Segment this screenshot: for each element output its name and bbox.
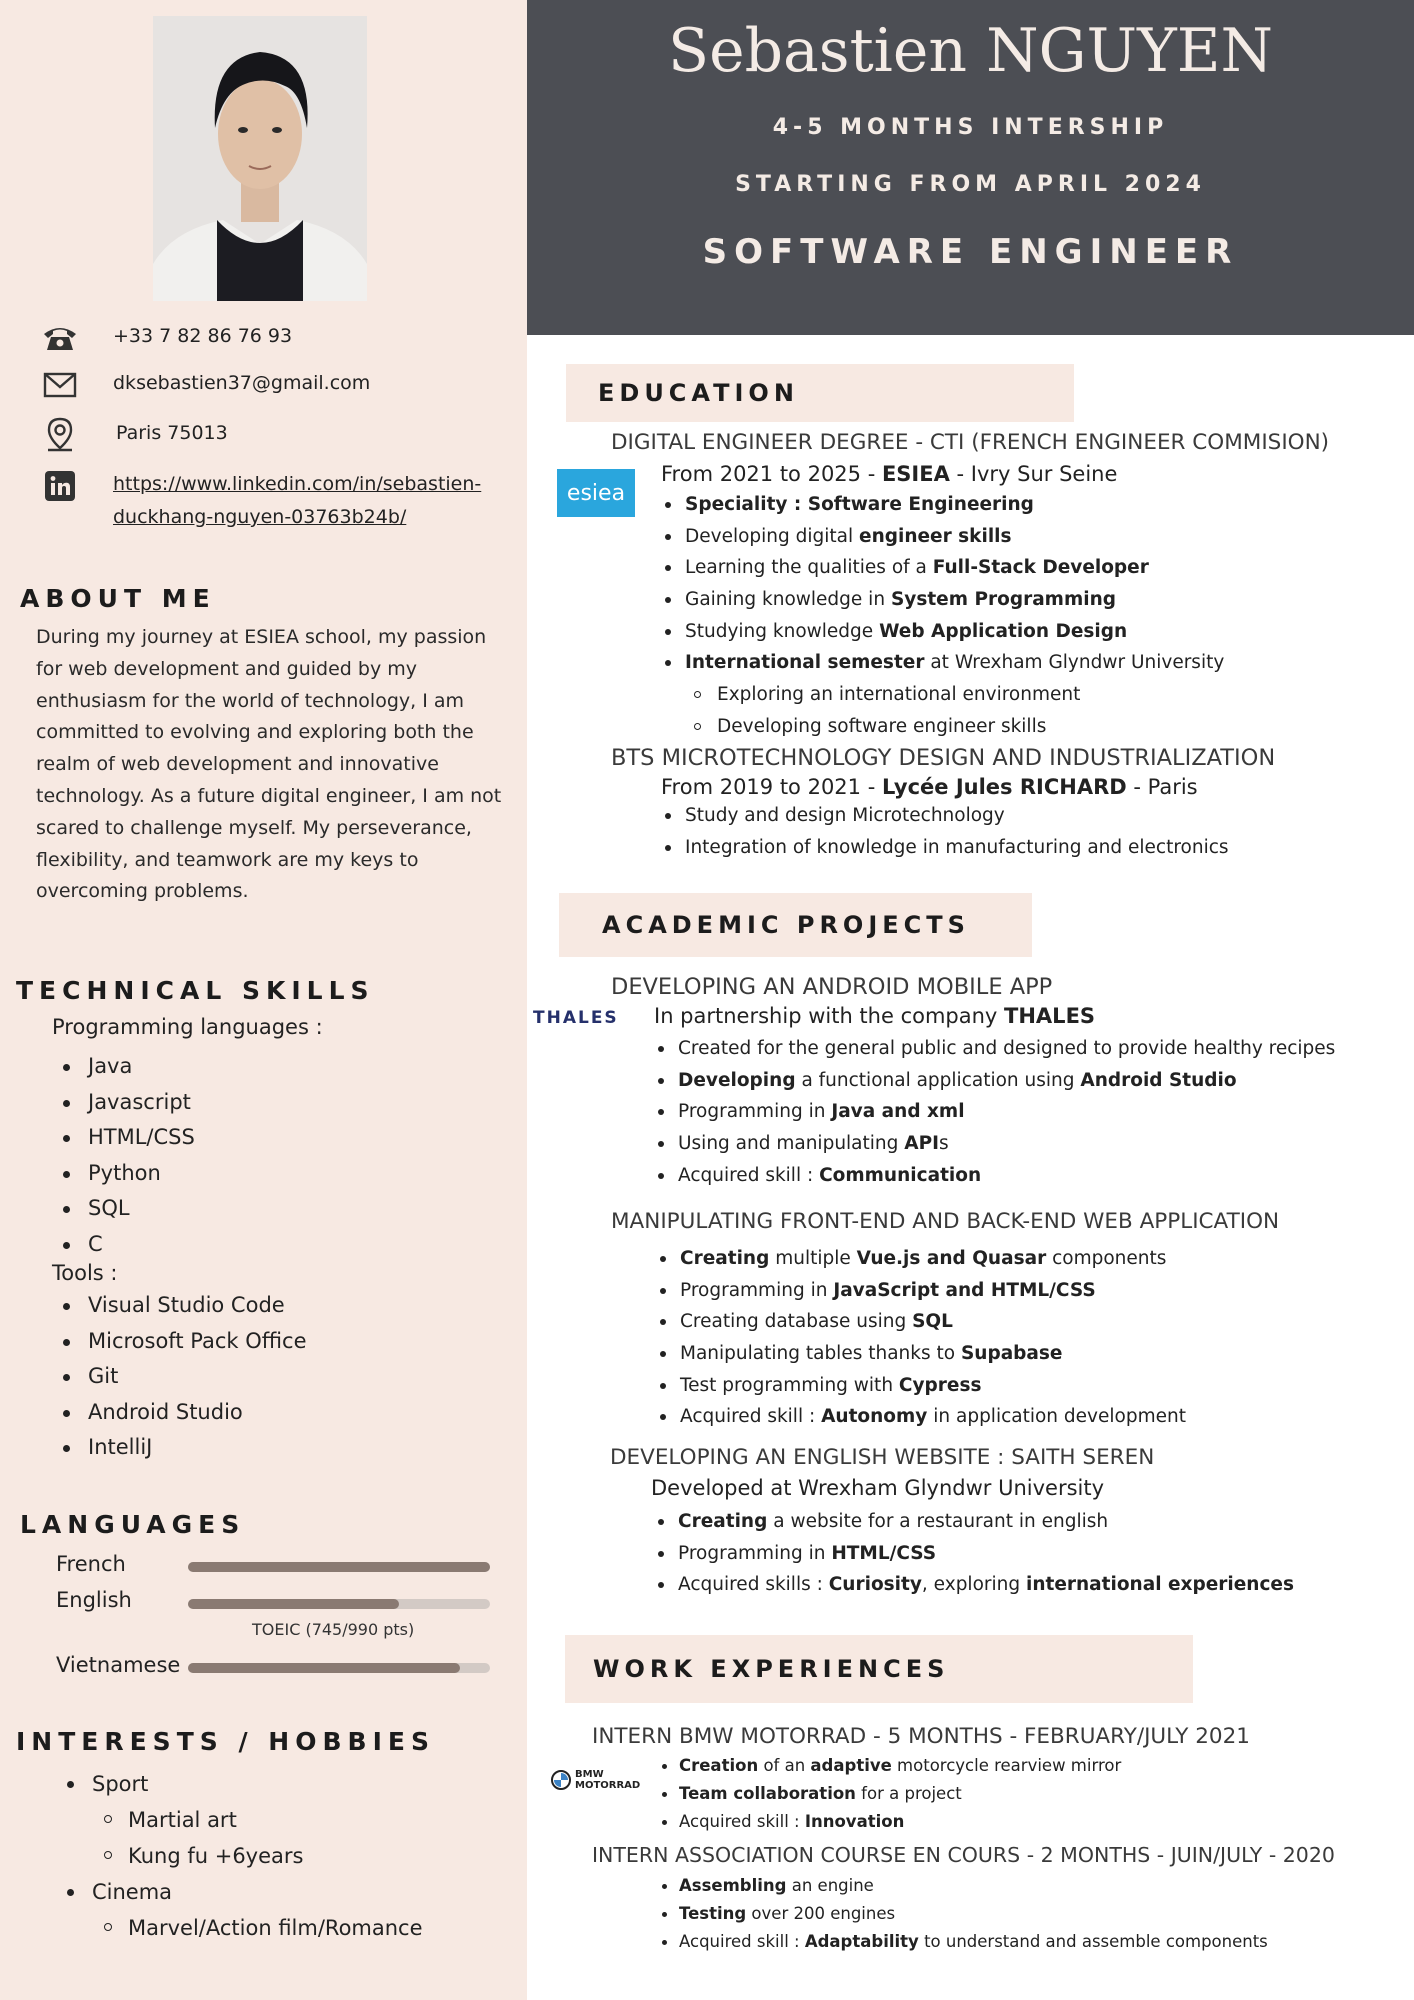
toeic-score: TOEIC (745/990 pts) bbox=[252, 1620, 415, 1639]
list-item: Programming in JavaScript and HTML/CSS bbox=[656, 1275, 1186, 1307]
list-item: SQL bbox=[52, 1191, 195, 1227]
list-item: Creating database using SQL bbox=[656, 1306, 1186, 1338]
linkedin-link[interactable]: https://www.linkedin.com/in/sebastien-duckhang-nguyen-03763b24b/ bbox=[113, 473, 482, 528]
project-title: MANIPULATING FRONT-END AND BACK-END WEB APPLICATION bbox=[611, 1209, 1280, 1234]
list-item: IntelliJ bbox=[52, 1430, 307, 1466]
project-bullets bbox=[654, 1506, 1294, 1601]
degree-details: From 2019 to 2021 - Lycée Jules RICHARD - Paris bbox=[661, 775, 1198, 799]
list-item: Developing a functional application using Android Studio bbox=[654, 1065, 1335, 1097]
list-item: Created for the general public and designed to provide healthy recipes bbox=[654, 1033, 1335, 1065]
work-heading: WORK EXPERIENCES bbox=[593, 1655, 950, 1683]
phone-number[interactable]: +33 7 82 86 76 93 bbox=[113, 325, 293, 347]
list-item: Microsoft Pack Office bbox=[52, 1324, 307, 1360]
motorrad-logo-text: MOTORRAD bbox=[575, 1780, 641, 1791]
list-item: HTML/CSS bbox=[52, 1120, 195, 1156]
list-item: Gaining knowledge in System Programming bbox=[661, 584, 1224, 616]
list-item: Creating a website for a restaurant in english bbox=[654, 1506, 1294, 1538]
location-pin-icon bbox=[40, 417, 80, 453]
list-item: Sport bbox=[62, 1766, 423, 1802]
degree-title: BTS MICROTECHNOLOGY DESIGN AND INDUSTRIALIZATION bbox=[611, 745, 1276, 771]
contact-location bbox=[40, 417, 228, 453]
list-item: Creation of an adaptive motorcycle rearview mirror bbox=[659, 1752, 1121, 1780]
list-item: Using and manipulating APIs bbox=[654, 1128, 1335, 1160]
list-item: Studying knowledge Web Application Design bbox=[661, 616, 1224, 648]
language-name: Vietnamese bbox=[56, 1653, 181, 1677]
header-banner bbox=[527, 0, 1414, 335]
language-name: French bbox=[56, 1552, 126, 1576]
contact-email bbox=[40, 367, 370, 403]
email-address[interactable]: dksebastien37@gmail.com bbox=[113, 372, 371, 394]
projects-heading: ACADEMIC PROJECTS bbox=[602, 911, 970, 939]
list-item: Java bbox=[52, 1049, 195, 1085]
project-title: DEVELOPING AN ANDROID MOBILE APP bbox=[611, 974, 1053, 1000]
profile-photo bbox=[153, 16, 367, 301]
list-item: Git bbox=[52, 1359, 307, 1395]
esiea-logo bbox=[557, 469, 635, 517]
list-item: Acquired skill : Communication bbox=[654, 1160, 1335, 1192]
list-item: Martial art bbox=[62, 1802, 423, 1838]
projects-section-header bbox=[559, 893, 1032, 957]
list-item: Cinema bbox=[62, 1874, 423, 1910]
project-bullets bbox=[656, 1243, 1186, 1433]
project-partner: In partnership with the company THALES bbox=[654, 1004, 1096, 1028]
about-text: During my journey at ESIEA school, my passion for web development and guided by my enthusiasm for the world of technology, I am committed to evolving and exploring both the realm of web development and innovative technology. As a future digital engineer, I am not scared to challenge myself. My perseverance, flexibility, and teamwork are my keys to overcoming problems. bbox=[36, 626, 502, 903]
language-level-bar bbox=[188, 1599, 490, 1609]
education-heading: EDUCATION bbox=[598, 379, 799, 407]
bmw-logo-text: BMW bbox=[575, 1769, 604, 1780]
job-title: SOFTWARE ENGINEER bbox=[702, 232, 1239, 272]
interests-heading: INTERESTS / HOBBIES bbox=[16, 1727, 435, 1756]
esiea-logo-text: esiea bbox=[566, 480, 626, 506]
language-level-fill bbox=[188, 1599, 399, 1609]
work-section-header bbox=[565, 1635, 1193, 1703]
location-text: Paris 75013 bbox=[116, 422, 228, 444]
candidate-name: Sebastien NGUYEN bbox=[667, 16, 1273, 86]
list-item: Manipulating tables thanks to Supabase bbox=[656, 1338, 1186, 1370]
language-level-bar bbox=[188, 1562, 490, 1572]
interests-list bbox=[62, 1766, 423, 1946]
list-item: Acquired skill : Autonomy in application development bbox=[656, 1401, 1186, 1433]
languages-heading: LANGUAGES bbox=[20, 1510, 246, 1539]
list-item: Acquired skills : Curiosity, exploring international experiences bbox=[654, 1569, 1294, 1601]
thales-logo: THALES bbox=[533, 1008, 619, 1028]
technical-skills-heading: TECHNICAL SKILLS bbox=[16, 976, 375, 1005]
list-item: Developing digital engineer skills bbox=[661, 521, 1224, 553]
list-item: International semester at Wrexham Glyndwr University bbox=[661, 647, 1224, 679]
list-item: Study and design Microtechnology bbox=[661, 800, 1229, 832]
list-item: Programming in HTML/CSS bbox=[654, 1538, 1294, 1570]
list-item: Test programming with Cypress bbox=[656, 1370, 1186, 1402]
programming-languages-label: Programming languages : bbox=[52, 1015, 323, 1039]
work-title: INTERN ASSOCIATION COURSE EN COURS - 2 MONTHS - JUIN/JULY - 2020 bbox=[592, 1843, 1335, 1867]
project-location: Developed at Wrexham Glyndwr University bbox=[651, 1476, 1105, 1500]
list-item: Creating multiple Vue.js and Quasar components bbox=[656, 1243, 1186, 1275]
degree-bullets bbox=[661, 800, 1229, 863]
about-heading: ABOUT ME bbox=[20, 584, 216, 613]
list-item: Integration of knowledge in manufacturing and electronics bbox=[661, 832, 1229, 864]
tools-list bbox=[52, 1288, 307, 1466]
language-level-fill bbox=[188, 1562, 490, 1572]
project-title: DEVELOPING AN ENGLISH WEBSITE : SAITH SEREN bbox=[610, 1445, 1155, 1470]
list-item: Assembling an engine bbox=[659, 1872, 1268, 1900]
list-item: Python bbox=[52, 1156, 195, 1192]
list-item: Learning the qualities of a Full-Stack Developer bbox=[661, 552, 1224, 584]
linkedin-icon bbox=[40, 468, 80, 504]
list-item: Kung fu +6years bbox=[62, 1838, 423, 1874]
list-item: Programming in Java and xml bbox=[654, 1096, 1335, 1128]
list-item: Speciality : Software Engineering bbox=[661, 489, 1224, 521]
contact-linkedin bbox=[40, 468, 523, 534]
envelope-icon bbox=[40, 367, 80, 403]
degree-details: From 2021 to 2025 - ESIEA - Ivry Sur Seine bbox=[661, 462, 1118, 486]
list-item: Visual Studio Code bbox=[52, 1288, 307, 1324]
language-name: English bbox=[56, 1588, 132, 1612]
work-title: INTERN BMW MOTORRAD - 5 MONTHS - FEBRUARY/JULY 2021 bbox=[592, 1724, 1250, 1749]
list-item: Javascript bbox=[52, 1085, 195, 1121]
list-item: Acquired skill : Innovation bbox=[659, 1808, 1121, 1836]
project-bullets bbox=[654, 1033, 1335, 1191]
list-item: Testing over 200 engines bbox=[659, 1900, 1268, 1928]
start-date: STARTING FROM APRIL 2024 bbox=[735, 172, 1206, 197]
list-item: Acquired skill : Adaptability to understand and assemble components bbox=[659, 1928, 1268, 1956]
language-level-fill bbox=[188, 1663, 460, 1673]
bmw-motorrad-logo bbox=[551, 1769, 640, 1791]
work-bullets bbox=[659, 1752, 1121, 1836]
list-item: Exploring an international environment bbox=[661, 679, 1224, 711]
list-item: Developing software engineer skills bbox=[661, 711, 1224, 743]
contact-phone bbox=[40, 320, 292, 356]
bmw-roundel-icon bbox=[551, 1770, 571, 1790]
work-bullets bbox=[659, 1872, 1268, 1956]
sidebar bbox=[0, 0, 527, 2000]
language-level-bar bbox=[188, 1663, 490, 1673]
list-item: Android Studio bbox=[52, 1395, 307, 1431]
degree-bullets bbox=[661, 489, 1224, 743]
phone-icon bbox=[40, 320, 80, 356]
education-section-header bbox=[566, 364, 1074, 422]
tools-label: Tools : bbox=[52, 1261, 118, 1285]
programming-languages-list bbox=[52, 1049, 195, 1262]
degree-title: DIGITAL ENGINEER DEGREE - CTI (FRENCH ENGINEER COMMISION) bbox=[611, 430, 1330, 455]
list-item: C bbox=[52, 1227, 195, 1263]
internship-duration: 4-5 MONTHS INTERSHIP bbox=[772, 115, 1169, 140]
list-item: Team collaboration for a project bbox=[659, 1780, 1121, 1808]
list-item: Marvel/Action film/Romance bbox=[62, 1910, 423, 1946]
